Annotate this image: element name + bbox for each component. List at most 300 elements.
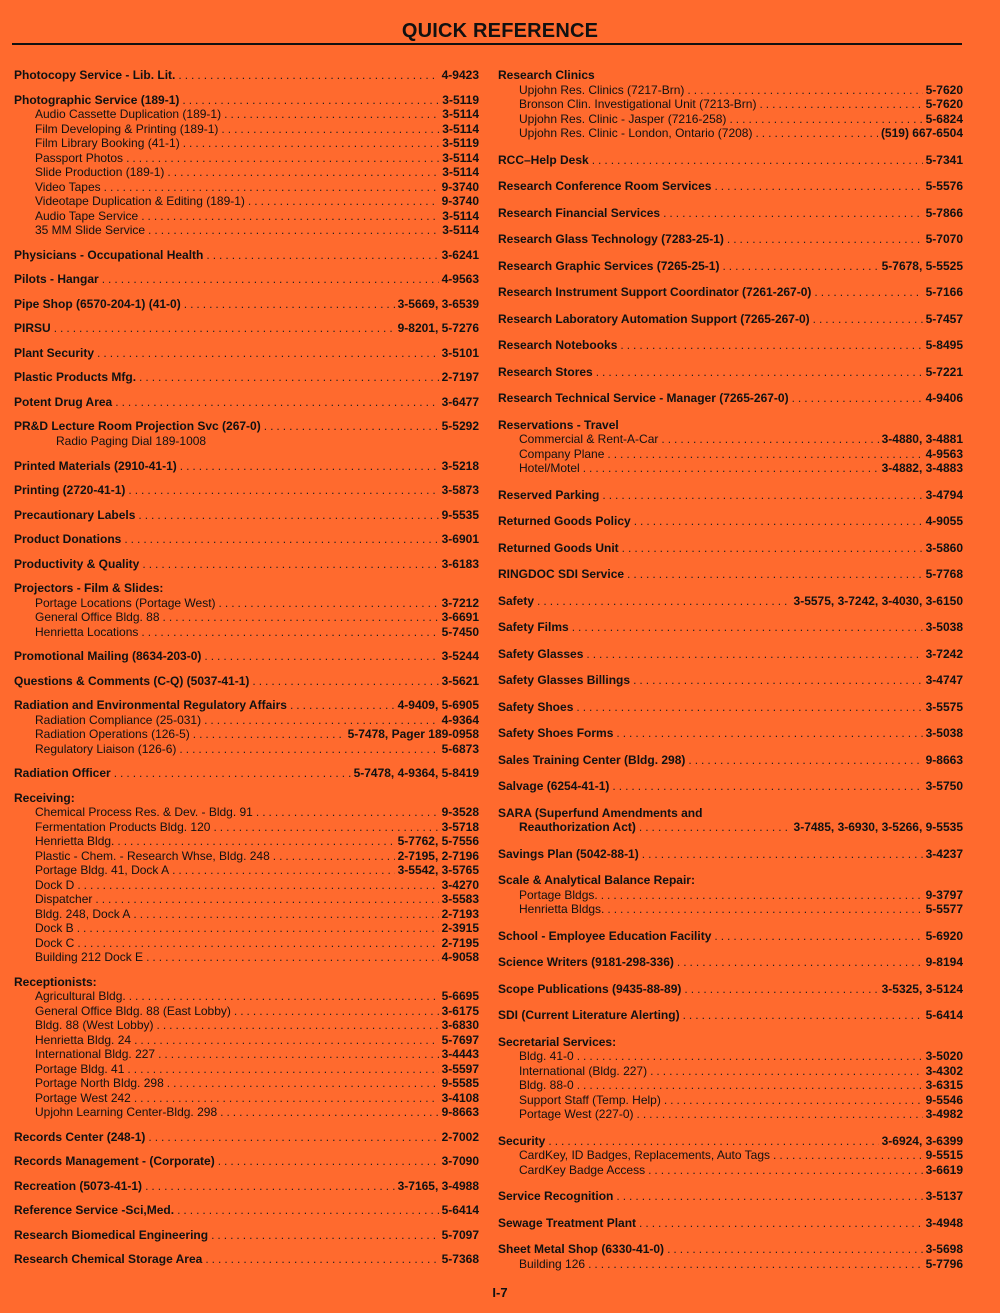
entry-heading-phone: 3-5038 [925,620,963,634]
sub-entry-phone: 3-5114 [442,208,479,223]
entry-heading-phone: 5-5576 [925,179,963,193]
sub-entry-label: Video Tapes [35,179,101,194]
dot-leader [620,338,922,353]
sub-entry-label: Support Staff (Temp. Help) [519,1092,661,1107]
sub-entry [14,742,479,757]
entry-heading-label: Receptionists: [14,974,97,989]
dot-leader [204,649,438,664]
title-rule [12,43,962,45]
sub-entry-phone: 3-4982 [925,1107,963,1121]
sub-entry-phone: 5-6873 [441,741,479,756]
dot-leader [814,285,922,300]
directory-entry [14,791,479,965]
sub-entry-phone: 5-6695 [441,989,479,1003]
entry-heading-label: Research Chemical Storage Area [14,1252,203,1266]
entry-heading [498,594,963,609]
entry-heading [498,68,963,83]
sub-entry-phone: 9-5546 [925,1092,963,1107]
entry-heading-phone: 9-8194 [925,955,963,969]
sub-entry [14,180,479,195]
sub-entry [14,727,479,742]
dot-leader [97,346,439,361]
directory-entry [14,346,479,361]
entry-heading-phone: 3-4794 [925,487,963,502]
dot-leader [667,1242,923,1257]
sub-entry-label: Slide Production (189-1) [35,165,165,179]
entry-heading [498,365,963,380]
dot-leader [576,700,922,715]
directory-entry [14,508,479,523]
entry-heading-label: Research Biomedical Engineering [14,1227,209,1242]
entry-heading [14,248,479,263]
sub-entry-label: Radiation Operations (126-5) [35,727,190,741]
dot-leader [77,936,438,951]
dot-leader [148,223,439,238]
dot-leader [588,1257,923,1272]
entry-heading-label: Potent Drug Area [14,394,113,409]
sub-entry-phone: 4-9058 [441,950,479,964]
sub-entry-phone: 3-6830 [441,1018,479,1032]
entry-heading-phone: 3-6477 [441,394,479,409]
entry-heading-phone: 2-7197 [441,370,479,384]
entry-heading-label: Scope Publications (9435-88-89) [498,981,682,996]
entry-heading-label: Savings Plan (5042-88-1) [498,846,639,861]
entry-heading [498,514,963,529]
entry-heading-label: Secretarial Services: [498,1034,617,1049]
directory-entry [14,1252,479,1267]
entry-heading-label: School - Employee Education Facility [498,928,712,943]
entry-heading-label: Returned Goods Policy [498,514,631,528]
dot-leader [627,567,923,582]
entry-heading-label: Pipe Shop (6570-204-1) (41-0) [14,296,181,311]
entry-heading-phone: 3-5325, 3-5124 [881,981,963,996]
directory-entry [14,483,479,498]
dot-leader [722,259,878,274]
sub-entry [498,1257,963,1272]
entry-heading-phone: 3-5860 [925,540,963,555]
sub-entry-label: Commercial & Rent-A-Car [519,432,659,446]
sub-entry-label: Building 126 [519,1256,586,1271]
entry-heading-phone: 5-7478, 4-9364, 5-8419 [353,766,479,780]
directory-entry [14,674,479,689]
entry-heading-label: SARA (Superfund Amendments and [498,805,703,820]
entry-heading [14,1228,479,1243]
entry-heading [498,232,963,247]
entry-heading [14,698,479,713]
dot-leader [583,461,879,476]
directory-entry [498,1242,963,1271]
dot-leader [138,508,438,523]
directory-entry [498,418,963,476]
sub-entry [14,1004,479,1019]
entry-heading [498,873,963,888]
entry-heading [498,955,963,970]
dot-leader [77,878,438,893]
sub-entry-phone: 5-5577 [925,902,963,916]
entry-heading [498,847,963,862]
directory-entry [14,1154,479,1169]
entry-heading-label: Research Glass Technology (7283-25-1) [498,232,724,246]
entry-heading-label: Research Clinics [498,68,595,82]
entry-heading-phone: 3-6241 [441,247,479,262]
directory-entry [498,779,963,794]
entry-heading-phone: 5-7166 [925,285,963,299]
sub-entry-label: Portage Locations (Portage West) [35,595,216,610]
sub-entry [498,447,963,462]
sub-entry-label: CardKey, ID Badges, Replacements, Auto Tags [519,1148,771,1162]
sub-entry-label: Dock C [35,935,75,950]
sub-entry [498,902,963,917]
entry-heading-label: Records Center (248-1) [14,1129,146,1144]
dot-leader [773,1148,923,1163]
entry-heading-phone: 3-5621 [441,673,479,688]
dot-leader [273,849,395,864]
sub-entry-phone: 3-4882, 3-4883 [881,461,963,475]
sub-entry-phone: 3-5583 [441,892,479,906]
sub-entry-phone: 5-7620 [925,82,963,97]
dot-leader [211,1228,439,1243]
directory-entry [498,259,963,274]
sub-entry-phone: 2-7195, 2-7196 [397,848,479,863]
sub-entry-label: Henrietta Bldg. 24 [35,1032,132,1047]
entry-heading [498,1008,963,1023]
sub-entry [14,936,479,951]
directory-entry [498,982,963,997]
dot-leader [714,929,922,944]
entry-heading-label: Plastic Products Mfg. [14,370,137,384]
sub-entry-label: General Office Bldg. 88 (East Lobby) [35,1003,231,1018]
dot-leader [205,1252,438,1267]
sub-entry-label: Dock D [35,877,75,892]
entry-heading [498,285,963,300]
entry-heading [14,93,479,108]
sub-entry-phone: 3-5718 [441,819,479,834]
sub-entry-label: Plastic - Chem. - Research Whse, Bldg. 248 [35,848,270,863]
dot-leader [139,370,439,385]
sub-entry-label: Reauthorization Act) [519,820,636,834]
dot-leader [158,1047,439,1062]
dot-leader [224,107,439,122]
sub-entry [14,1076,479,1091]
sub-entry-label: General Office Bldg. 88 [35,610,160,624]
directory-entry [14,649,479,664]
dot-leader [252,674,438,689]
dot-leader [146,950,439,965]
directory-entry [498,647,963,662]
sub-entry [498,83,963,98]
dot-leader [577,1049,923,1064]
entry-heading-phone: 3-4237 [925,846,963,861]
sub-entry-phone: 5-7450 [441,624,479,639]
entry-heading-phone: 9-5535 [441,507,479,522]
dot-leader [601,888,923,903]
sub-entry-label: Bldg. 41-0 [519,1049,574,1063]
entry-heading [14,649,479,664]
sub-entry-label: Upjohn Res. Clinics (7217-Brn) [519,82,685,97]
directory-entry [14,297,479,312]
sub-entry-phone: 3-6315 [925,1078,963,1092]
sub-entry-label: Portage West 242 [35,1090,131,1105]
sub-entry-phone: 9-3797 [925,887,963,902]
dot-leader [264,419,439,434]
directory-entry [14,395,479,410]
entry-heading-label: Productivity & Quality [14,556,140,571]
entry-heading-phone: 3-6183 [441,556,479,571]
entry-heading-phone: 5-7866 [925,205,963,220]
dot-leader [163,610,439,625]
entry-heading-phone: 4-9055 [925,514,963,528]
sub-entry-phone: 3-4302 [925,1063,963,1078]
dot-leader [157,1018,439,1033]
entry-heading-phone: 3-6901 [441,532,479,546]
sub-entry [14,892,479,907]
dot-leader [178,68,438,83]
sub-entry-label: Agricultural Bldg. [35,989,126,1003]
sub-entry-label: Upjohn Learning Center-Bldg. 298 [35,1105,218,1119]
directory-entry [14,272,479,287]
entry-heading-label: Security [498,1133,546,1148]
entry-heading [14,674,479,689]
entry-heading [498,700,963,715]
sub-entry-phone: 2-3915 [441,921,479,935]
sub-entry-label: Bldg. 88 (West Lobby) [35,1018,154,1032]
sub-entry [14,1062,479,1077]
sub-entry-phone: 3-6175 [441,1003,479,1018]
dot-leader [221,122,439,137]
sub-entry-label: CardKey Badge Access [519,1162,646,1177]
sub-entry [14,849,479,864]
sub-entry-label: Fermentation Products Bldg. 120 [35,819,211,834]
sub-entry [14,805,479,820]
sub-entry-label: Passport Photos [35,150,124,165]
entry-heading [498,647,963,662]
entry-heading-label: Recreation (5073-41-1) [14,1178,143,1193]
entry-heading-phone: 5-6414 [441,1203,479,1217]
sub-entry-label: 35 MM Slide Service [35,223,146,237]
entry-heading-label: PIRSU [14,321,51,335]
dot-leader [596,365,923,380]
directory-entry [498,567,963,582]
entry-heading-label: Safety Shoes Forms [498,726,614,740]
sub-entry [14,209,479,224]
entry-heading [14,395,479,410]
directory-entry [498,391,963,406]
dot-leader [639,1216,923,1231]
entry-heading [14,1179,479,1194]
sub-entry [14,107,479,122]
dot-leader [248,194,439,209]
entry-heading [498,312,963,327]
sub-entry [14,834,479,849]
entry-heading [14,346,479,361]
entry-heading-phone: 3-4948 [925,1215,963,1230]
entry-heading-phone: 3-6924, 3-6399 [881,1133,963,1148]
sub-entry-label: Portage Bldg. 41 [35,1061,125,1076]
sub-entry [14,820,479,835]
sub-entry-label: Chemical Process Res. & Dev. - Bldg. 91 [35,805,253,819]
sub-entry [14,194,479,209]
entry-heading-phone: 3-7090 [441,1154,479,1168]
dot-leader [813,312,923,327]
directory-entry [498,929,963,944]
sub-entry-phone: 3-4443 [441,1047,479,1061]
sub-entry [14,1105,479,1120]
entry-heading-label: Receiving: [14,790,75,805]
sub-entry [14,610,479,625]
sub-entry [498,97,963,112]
sub-entry-label: Audio Cassette Duplication (189-1) [35,107,222,121]
sub-entry [14,907,479,922]
sub-entry [14,1033,479,1048]
directory-entry [14,419,479,449]
dot-leader [148,1130,438,1145]
entry-heading [498,418,963,433]
sub-entry-phone: 3-6619 [925,1162,963,1177]
entry-heading-label: Product Donations [14,532,122,546]
dot-leader [622,541,923,556]
dot-leader [586,647,922,662]
entry-heading-label: SDI (Current Literature Alerting) [498,1008,680,1022]
dot-leader [256,805,439,820]
directory-entry [14,1179,479,1194]
dot-leader [77,921,439,936]
sub-entry [498,1107,963,1122]
sub-entry-phone: 5-7796 [925,1256,963,1271]
entry-heading-phone: 5-7457 [925,311,963,326]
dot-leader [648,1163,923,1178]
directory-entry [14,1203,479,1218]
dot-leader [167,1076,439,1091]
entry-heading-label: Returned Goods Unit [498,540,619,555]
entry-heading-label: Sheet Metal Shop (6330-41-0) [498,1242,665,1256]
entry-heading-phone: 9-8663 [925,752,963,767]
dot-leader [117,834,394,849]
dot-leader [180,459,439,474]
dot-leader [167,165,439,180]
entry-heading-label: Physicians - Occupational Health [14,247,204,262]
directory-entry [14,1228,479,1243]
directory-entry [498,179,963,194]
dot-leader [572,620,923,635]
directory-entry [498,620,963,635]
entry-heading-label: Sewage Treatment Plant [498,1215,637,1230]
entry-heading [498,620,963,635]
dot-leader [755,126,877,141]
sub-entry-phone: 9-3740 [441,194,479,208]
sub-entry [14,596,479,611]
sub-entry-label: Hotel/Motel [519,461,580,475]
dot-leader [616,1189,922,1204]
entry-heading [498,338,963,353]
entry-heading [14,321,479,336]
sub-entry [498,888,963,903]
sub-entry-label: Portage Bldg. 41, Dock A [35,863,170,877]
entry-heading [498,179,963,194]
entry-heading [498,982,963,997]
dot-leader [592,153,923,168]
dot-leader [220,1105,439,1120]
sub-entry-phone: 9-5585 [441,1076,479,1090]
dot-leader [177,1203,439,1218]
sub-entry-label: Portage Bldgs. [519,887,598,902]
dot-leader [759,97,922,112]
sub-entry [14,151,479,166]
sub-entry-phone: 3-7212 [441,595,479,610]
entry-heading [498,753,963,768]
entry-heading [14,791,479,806]
entry-heading-label: Safety Shoes [498,699,574,714]
directory-entry [498,1134,963,1178]
directory-entry [14,766,479,781]
sub-entry-phone: 9-5515 [925,1148,963,1162]
dot-leader [661,432,878,447]
entry-heading-phone: 3-7242 [925,646,963,661]
sub-entry-phone: 3-7485, 3-6930, 3-5266, 9-5535 [793,820,963,834]
sub-entry-label: Bldg. 248, Dock A [35,906,131,921]
entry-heading [14,1130,479,1145]
sub-entry [14,921,479,936]
sub-entry [498,1093,963,1108]
sub-entry [14,122,479,137]
directory-entry [498,312,963,327]
sub-entry-phone: 3-5114 [442,121,479,136]
entry-heading-phone: 3-5101 [441,345,479,360]
sub-entry-label: Dock B [35,921,74,935]
sub-entry [498,1049,963,1064]
directory-entry [498,806,963,835]
sub-entry-phone: 3-4270 [441,877,479,892]
sub-entry-label: Upjohn Res. Clinic - London, Ontario (7208) [519,126,753,140]
entry-heading-label: Research Conference Room Services [498,179,712,193]
entry-heading-label: RINGDOC SDI Service [498,567,625,581]
entry-heading [14,419,479,434]
dot-leader [607,447,922,462]
sub-entry-phone: 3-5597 [441,1061,479,1076]
entry-heading-phone: 3-5137 [925,1189,963,1203]
entry-heading-phone: 5-7221 [925,364,963,379]
dot-leader [714,179,922,194]
dot-leader [633,673,923,688]
directory-entry [498,1216,963,1231]
sub-entry-phone: 5-6824 [925,111,963,126]
sub-entry-phone: 2-7193 [441,906,479,921]
sub-entry [14,136,479,151]
entry-heading-label: Research Financial Services [498,205,661,220]
dot-leader [577,1078,923,1093]
entry-heading-phone: 5-7368 [441,1252,479,1266]
entry-heading-phone: 3-5575 [925,699,963,714]
entry-heading-phone: 9-8201, 5-7276 [397,321,479,335]
sub-entry-label: Building 212 Dock E [35,950,144,964]
directory-entry [14,581,479,639]
entry-heading-phone: 3-5698 [925,1242,963,1256]
entry-heading [14,459,479,474]
dot-leader [642,847,923,862]
entry-heading-label: Research Technical Service - Manager (7265-267-0) [498,391,789,405]
directory-entry [14,93,479,238]
directory-entry [498,673,963,688]
directory-entry [14,459,479,474]
sub-entry-label: Upjohn Res. Clinic - Jasper (7216-258) [519,111,727,126]
directory-entry [14,975,479,1120]
directory-entry [498,955,963,970]
sub-entry [14,713,479,728]
entry-heading-label: Printed Materials (2910-41-1) [14,458,177,473]
entry-heading-label: Safety [498,593,535,608]
entry-heading-label: Reserved Parking [498,487,600,502]
dot-leader [727,232,923,247]
sub-entry-label: Portage North Bldg. 298 [35,1076,164,1090]
